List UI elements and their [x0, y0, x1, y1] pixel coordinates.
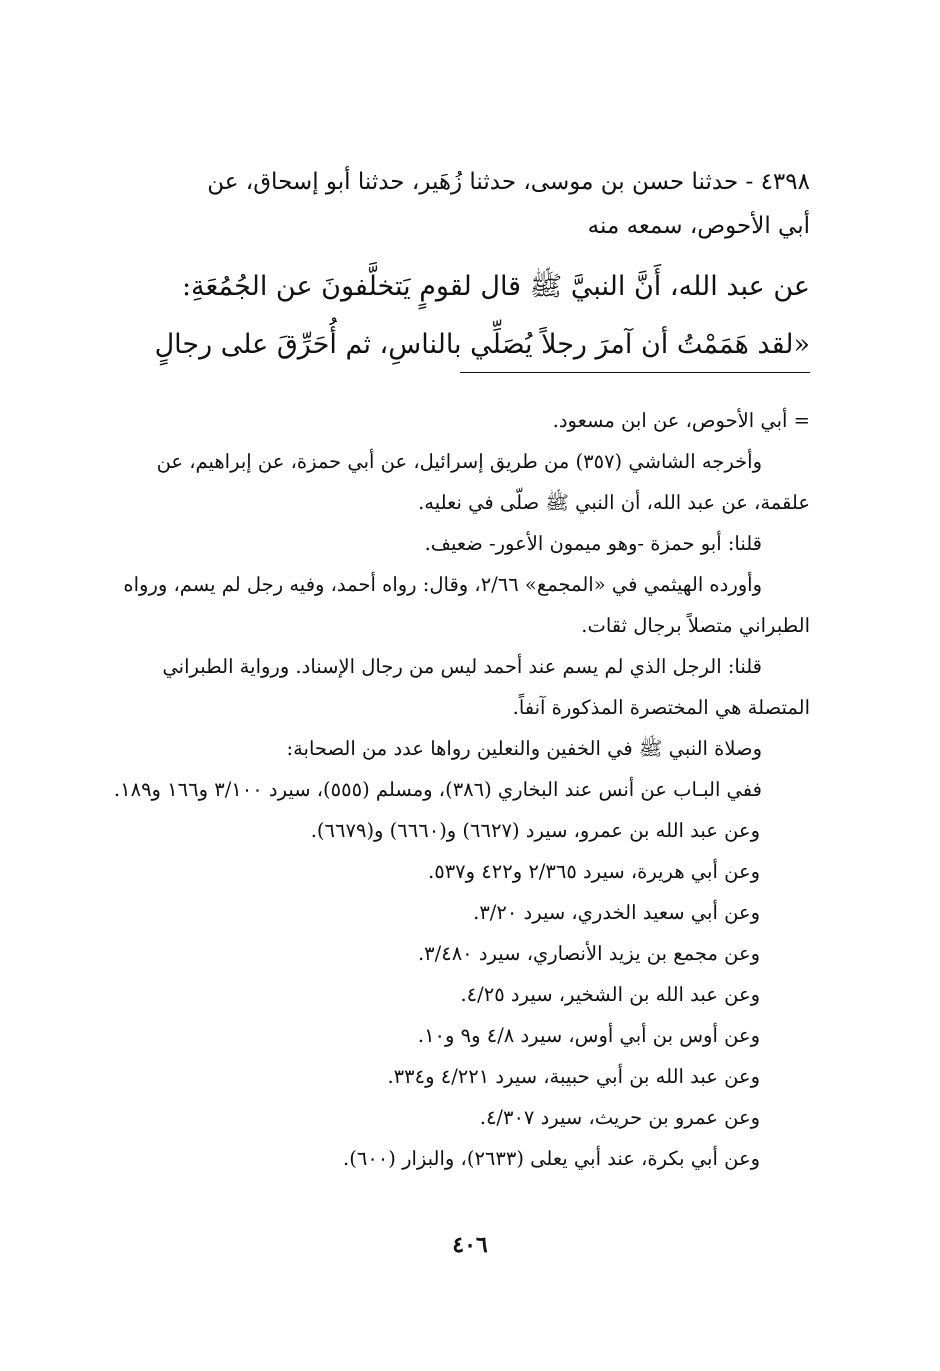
footnotes: [110, 400, 810, 1179]
footnote-paragraph: ففي البـاب عن أنس عند البخاري (٣٨٦)، ومسلم (٥٥٥)، سيرد ٣/١٠٠ و١٦٦ و١٨٩.: [113, 778, 762, 801]
footnote-list-item: وعن أبي بكرة، عند أبي يعلى (٢٦٣٣)، والبزار (٦٠٠).: [343, 1147, 760, 1170]
footnote-list-item: وعن عمرو بن حريث، سيرد ٤/٣٠٧.: [479, 1106, 760, 1129]
footnote-region: [110, 0, 810, 1371]
hadith-line-2: «لقد هَمَمْتُ أن آمرَ رجلاً يُصَلِّي بالناسِ، ثم أُحَرِّقَ على رجالٍ: [154, 329, 810, 360]
footnote-continuation: = أبي الأحوص، عن ابن مسعود.: [552, 409, 810, 432]
footnote-list-item: وعن أبي سعيد الخدري، سيرد ٣/٢٠.: [473, 901, 760, 924]
footnote-list-item: وعن أبي هريرة، سيرد ٢/٣٦٥ و٤٢٢ و٥٣٧.: [428, 860, 760, 883]
footnote-separator: [460, 372, 810, 373]
isnad-line-2: أبي الأحوص، سمعه منه: [587, 213, 810, 239]
footnote-list-item: وعن عبد الله بن أبي حبيبة، سيرد ٤/٢٢١ و٣٣٤.: [387, 1065, 760, 1088]
footnote-list-item: وعن عبد الله بن عمرو، سيرد (٦٦٢٧) و(٦٦٦٠) و(٦٦٧٩).: [310, 819, 760, 842]
footnote-list-item: وعن مجمع بن يزيد الأنصاري، سيرد ٣/٤٨٠.: [417, 942, 760, 965]
footnote-paragraph: وأخرجه الشاشي (٣٥٧) من طريق إسرائيل، عن أبي حمزة، عن إبراهيم، عن علقمة، عن عبد الله، أن النبي ﷺ صلّى في نعليه.: [156, 450, 810, 514]
footnote-paragraph: قلنا: الرجل الذي لم يسم عند أحمد ليس من رجال الإسناد. ورواية الطبراني المتصلة هي المختصرة المذكورة آنفاً.: [162, 655, 810, 719]
footnote-list-item: وعن أوس بن أبي أوس، سيرد ٤/٨ و٩ و١٠.: [417, 1024, 760, 1047]
footnote-paragraph: وصلاة النبي ﷺ في الخفين والنعلين رواها عدد من الصحابة:: [286, 737, 762, 760]
footnote-paragraph: قلنا: أبو حمزة -وهو ميمون الأعور- ضعيف.: [424, 532, 762, 555]
footnote-paragraph: وأورده الهيثمي في «المجمع» ٢/٦٦، وقال: رواه أحمد، وفيه رجل لم يسم، ورواه الطبراني متصلاً برجال ثقات.: [123, 573, 810, 637]
isnad-line-1: ٤٣٩٨ - حدثنا حسن بن موسى، حدثنا زُهَير، حدثنا أبو إسحاق، عن: [207, 169, 810, 195]
hadith-line-1: عن عبد الله، أَنَّ النبيَّ ﷺ قال لقومٍ يَتخلَّفونَ عن الجُمُعَةِ:: [181, 271, 810, 302]
page-number: ٤٠٦: [452, 1232, 488, 1258]
footnote-list-item: وعن عبد الله بن الشخير، سيرد ٤/٢٥.: [460, 983, 760, 1006]
